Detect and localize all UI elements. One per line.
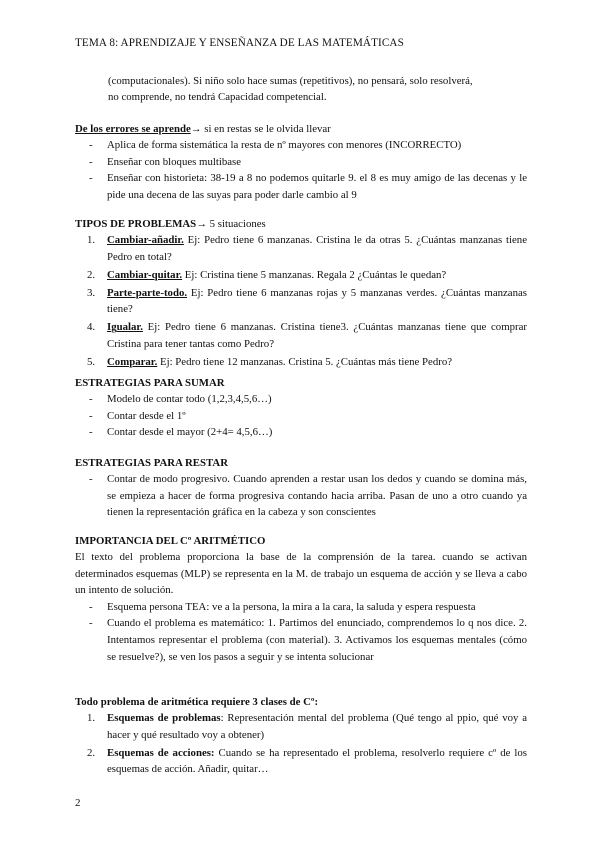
todo-section	[75, 694, 527, 779]
item-text: Ej: Cristina tiene 5 manzanas. Regala 2 ¿Cuántas le quedan?	[182, 268, 447, 281]
list-item	[75, 745, 527, 778]
errores-section	[75, 121, 527, 203]
item-label: Parte-parte-todo.	[107, 286, 188, 299]
tipos-rest: 5 situaciones	[206, 218, 266, 230]
errores-rest: si en restas se le olvida llevar	[201, 123, 331, 135]
restar-section	[75, 455, 527, 521]
item-label: Igualar.	[107, 321, 143, 334]
intro-line-1: (computacionales). Si niño solo hace sumas (repetitivos), no pensará, solo resolverá,	[108, 75, 473, 87]
importancia-paragraph: El texto del problema proporciona la base de la comprensión de la tarea. cuando se activan determinados esquemas (MLP) se representa en la M. de trabajo un esquema de acción y se lleva a cabo un intento de solución.	[75, 551, 527, 597]
item-text: Ej: Pedro tiene 6 manzanas. Cristina le da otras 5. ¿Cuántas manzanas tiene Pedro en total?	[107, 234, 527, 263]
tipos-heading	[75, 216, 527, 232]
intro-line-2: no comprende, no tendrá Capacidad competencial.	[108, 91, 327, 103]
item-number: 3.	[87, 286, 96, 299]
list-item	[75, 267, 527, 284]
errores-title: De los errores se aprende	[75, 123, 191, 135]
list-item: - Aplica de forma sistemática la resta de nº mayores con menores (INCORRECTO)	[75, 137, 527, 154]
item-label: Cambiar-añadir.	[107, 234, 184, 246]
importancia-heading: IMPORTANCIA DEL Cº ARITMÉTICO	[75, 535, 266, 547]
item-label: Comparar.	[107, 356, 158, 369]
page-header: TEMA 8: APRENDIZAJE Y ENSEÑANZA DE LAS MATEMÁTICAS	[75, 37, 404, 49]
restar-heading: ESTRATEGIAS PARA RESTAR	[75, 457, 228, 469]
item-number: 1.	[87, 234, 96, 246]
item-number: 4.	[87, 321, 96, 334]
sumar-list	[75, 391, 527, 441]
item-text: Ej: Pedro tiene 12 manzanas. Cristina 5. ¿Cuántas más tiene Pedro?	[157, 356, 453, 369]
item-label: Esquemas de problemas	[107, 712, 221, 724]
errores-arrow: →	[190, 123, 202, 135]
item-text: Ej: Pedro tiene 6 manzanas rojas y 5 manzanas verdes. ¿Cuántas manzanas tiene?	[107, 286, 527, 316]
errores-heading	[75, 121, 527, 137]
importancia-section	[75, 533, 527, 665]
list-item: - Modelo de contar todo (1,2,3,4,5,6…)	[75, 391, 527, 408]
list-item	[75, 232, 527, 265]
item-text: Ej: Pedro tiene 6 manzanas. Cristina tiene3. ¿Cuántas manzanas tiene que comprar Cristina para tener tantas como Pedro?	[107, 321, 527, 351]
item-label: Cambiar-quitar.	[107, 268, 183, 281]
todo-list	[75, 710, 527, 778]
item-number: 2.	[87, 746, 96, 759]
tipos-section	[75, 216, 527, 372]
item-text: : Representación mental del problema (Qué tengo al ppio, qué voy a hacer y qué resultado voy a obtener)	[107, 712, 528, 741]
list-item: - Cuando el problema es matemático: 1. Partimos del enunciado, comprendemos lo q nos dice. 2. Intentamos representar el problema (con material). 3. Activamos los esquemas mentales (cómo se resuelve?), se ven los pasos a seguir y se intenta solucionar	[75, 615, 527, 665]
item-number: 5.	[87, 356, 96, 369]
importancia-list	[75, 599, 527, 665]
item-number: 1.	[87, 712, 96, 724]
item-number: 2.	[87, 268, 96, 281]
tipos-arrow: →	[196, 218, 207, 230]
list-item	[75, 285, 527, 318]
list-item: - Esquema persona TEA: ve a la persona, la mira a la cara, la saluda y espera respuesta	[75, 599, 527, 616]
sumar-section	[75, 375, 527, 441]
list-item	[75, 354, 527, 371]
item-label: Esquemas de acciones:	[107, 746, 215, 759]
sumar-heading: ESTRATEGIAS PARA SUMAR	[75, 377, 225, 389]
list-item: - Enseñar con historieta: 38-19 a 8 no podemos quitarle 9. el 8 es muy amigo de las decenas y le pide una decena de las suyas para poder darle cambio al 9	[75, 170, 527, 203]
list-item	[75, 319, 527, 352]
errores-list	[75, 137, 527, 203]
list-item	[75, 710, 527, 743]
tipos-title: TIPOS DE PROBLEMAS	[75, 218, 197, 230]
intro-paragraph	[108, 73, 527, 105]
tipos-list	[75, 232, 527, 371]
item-text: Cuando se ha representado el problema, resolverlo requiere cº de los esquemas de acción. Añadir, quitar…	[107, 746, 527, 776]
page-number: 2	[75, 797, 81, 809]
restar-list	[75, 471, 527, 521]
list-item: - Contar de modo progresivo. Cuando aprenden a restar usan los dedos y cuando se domina más, se empieza a hacer de forma progresiva contando hacia arriba. Pasan de uno a otro cuando ya tienen la representación gráfica en la cabeza y son conscientes	[75, 471, 527, 521]
list-item: - Contar desde el 1º	[75, 408, 527, 425]
list-item: - Contar desde el mayor (2+4= 4,5,6…)	[75, 424, 527, 441]
list-item: - Enseñar con bloques multibase	[75, 154, 527, 171]
todo-heading: Todo problema de aritmética requiere 3 clases de Cº:	[75, 696, 319, 708]
